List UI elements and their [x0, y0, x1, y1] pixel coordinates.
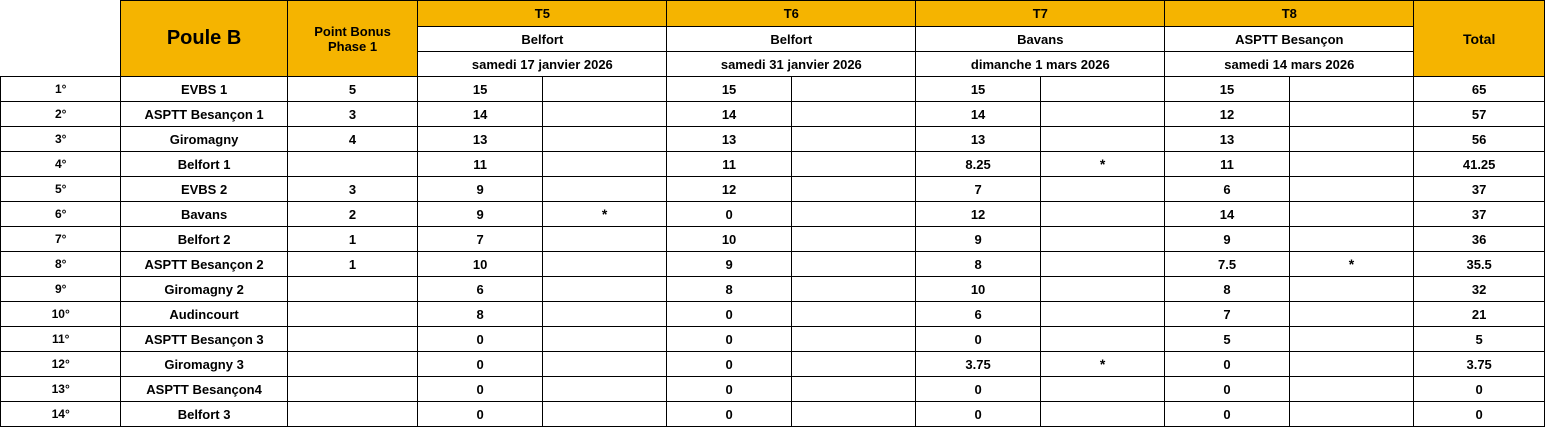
table-row	[1, 102, 1545, 127]
row-rank: 11°	[1, 327, 121, 352]
row-star-t8	[1289, 127, 1414, 152]
row-total: 37	[1414, 202, 1545, 227]
row-team-name: ASPTT Besançon 1	[121, 102, 287, 127]
row-team-name: Giromagny	[121, 127, 287, 152]
tournament-date-t7: dimanche 1 mars 2026	[916, 52, 1165, 77]
tournament-code-t7: T7	[916, 1, 1165, 27]
row-team-name: Belfort 3	[121, 402, 287, 427]
table-row	[1, 302, 1545, 327]
row-star-t7	[1040, 77, 1165, 102]
row-star-t6	[791, 252, 916, 277]
row-star-t6	[791, 227, 916, 252]
row-bonus-points	[287, 277, 418, 302]
tournament-date-t6: samedi 31 janvier 2026	[667, 52, 916, 77]
row-star-t5	[542, 102, 667, 127]
row-rank: 5°	[1, 177, 121, 202]
row-star-t6	[791, 327, 916, 352]
row-bonus-points	[287, 327, 418, 352]
row-rank: 7°	[1, 227, 121, 252]
bonus-header-line1: Point Bonus	[314, 23, 391, 39]
row-total: 5	[1414, 327, 1545, 352]
row-star-t7	[1040, 127, 1165, 152]
row-score-t8: 7.5	[1165, 252, 1289, 277]
row-bonus-points	[287, 352, 418, 377]
row-score-t8: 12	[1165, 102, 1289, 127]
row-score-t7: 8	[916, 252, 1040, 277]
row-score-t8: 15	[1165, 77, 1289, 102]
row-score-t5: 9	[418, 177, 542, 202]
row-score-t5: 6	[418, 277, 542, 302]
row-bonus-points: 3	[287, 177, 418, 202]
row-star-t7	[1040, 302, 1165, 327]
row-star-t8	[1289, 277, 1414, 302]
row-bonus-points	[287, 377, 418, 402]
table-row	[1, 402, 1545, 427]
row-bonus-points: 4	[287, 127, 418, 152]
corner-blank	[1, 1, 121, 77]
row-star-t8	[1289, 77, 1414, 102]
row-star-t8	[1289, 152, 1414, 177]
row-team-name: Belfort 1	[121, 152, 287, 177]
row-star-t5	[542, 177, 667, 202]
row-score-t6: 13	[667, 127, 791, 152]
poule-title: Poule B	[121, 1, 287, 77]
row-rank: 2°	[1, 102, 121, 127]
row-score-t5: 0	[418, 352, 542, 377]
row-score-t5: 10	[418, 252, 542, 277]
row-bonus-points	[287, 152, 418, 177]
row-score-t6: 0	[667, 327, 791, 352]
row-score-t5: 7	[418, 227, 542, 252]
row-star-t8	[1289, 102, 1414, 127]
row-score-t8: 8	[1165, 277, 1289, 302]
table-row	[1, 377, 1545, 402]
row-bonus-points: 5	[287, 77, 418, 102]
row-total: 35.5	[1414, 252, 1545, 277]
row-rank: 4°	[1, 152, 121, 177]
row-rank: 8°	[1, 252, 121, 277]
tournament-place-t6: Belfort	[667, 27, 916, 52]
row-team-name: EVBS 2	[121, 177, 287, 202]
row-bonus-points: 1	[287, 227, 418, 252]
row-star-t5	[542, 152, 667, 177]
row-bonus-points: 1	[287, 252, 418, 277]
row-star-t6	[791, 302, 916, 327]
row-star-t5	[542, 352, 667, 377]
row-total: 56	[1414, 127, 1545, 152]
row-score-t7: 0	[916, 327, 1040, 352]
row-score-t6: 8	[667, 277, 791, 302]
row-score-t8: 0	[1165, 352, 1289, 377]
tournament-place-t5: Belfort	[418, 27, 667, 52]
tournament-code-t6: T6	[667, 1, 916, 27]
row-star-t5	[542, 327, 667, 352]
row-score-t5: 9	[418, 202, 542, 227]
row-score-t7: 0	[916, 402, 1040, 427]
row-score-t6: 0	[667, 377, 791, 402]
tournament-code-t8: T8	[1165, 1, 1414, 27]
row-star-t7	[1040, 177, 1165, 202]
table-row	[1, 277, 1545, 302]
row-team-name: EVBS 1	[121, 77, 287, 102]
row-score-t7: 13	[916, 127, 1040, 152]
table-row	[1, 252, 1545, 277]
row-team-name: ASPTT Besançon 3	[121, 327, 287, 352]
row-team-name: Giromagny 2	[121, 277, 287, 302]
row-star-t7	[1040, 327, 1165, 352]
row-score-t5: 11	[418, 152, 542, 177]
row-score-t8: 7	[1165, 302, 1289, 327]
row-score-t6: 0	[667, 402, 791, 427]
row-total: 32	[1414, 277, 1545, 302]
row-score-t7: 8.25	[916, 152, 1040, 177]
table-row	[1, 127, 1545, 152]
row-star-t7: *	[1040, 152, 1165, 177]
row-star-t7	[1040, 252, 1165, 277]
row-score-t6: 14	[667, 102, 791, 127]
row-total: 36	[1414, 227, 1545, 252]
row-star-t8	[1289, 177, 1414, 202]
row-rank: 6°	[1, 202, 121, 227]
row-star-t6	[791, 277, 916, 302]
row-star-t5: *	[542, 202, 667, 227]
row-star-t8	[1289, 377, 1414, 402]
row-star-t7	[1040, 102, 1165, 127]
row-rank: 9°	[1, 277, 121, 302]
row-bonus-points: 3	[287, 102, 418, 127]
row-total: 65	[1414, 77, 1545, 102]
row-rank: 14°	[1, 402, 121, 427]
row-star-t6	[791, 177, 916, 202]
row-star-t5	[542, 77, 667, 102]
row-score-t7: 0	[916, 377, 1040, 402]
table-row	[1, 352, 1545, 377]
row-score-t7: 3.75	[916, 352, 1040, 377]
row-total: 3.75	[1414, 352, 1545, 377]
row-score-t6: 9	[667, 252, 791, 277]
row-score-t8: 14	[1165, 202, 1289, 227]
row-total: 57	[1414, 102, 1545, 127]
row-star-t8	[1289, 352, 1414, 377]
row-score-t8: 0	[1165, 402, 1289, 427]
row-total: 0	[1414, 402, 1545, 427]
row-star-t5	[542, 377, 667, 402]
row-total: 0	[1414, 377, 1545, 402]
row-score-t5: 8	[418, 302, 542, 327]
row-bonus-points	[287, 402, 418, 427]
row-star-t5	[542, 402, 667, 427]
bonus-header	[287, 1, 418, 77]
row-star-t5	[542, 127, 667, 152]
row-star-t8	[1289, 227, 1414, 252]
row-score-t7: 15	[916, 77, 1040, 102]
row-score-t6: 0	[667, 352, 791, 377]
row-score-t5: 0	[418, 377, 542, 402]
row-score-t6: 12	[667, 177, 791, 202]
row-star-t6	[791, 402, 916, 427]
row-score-t7: 6	[916, 302, 1040, 327]
row-star-t8	[1289, 302, 1414, 327]
tournament-date-t5: samedi 17 janvier 2026	[418, 52, 667, 77]
row-score-t8: 6	[1165, 177, 1289, 202]
row-score-t7: 7	[916, 177, 1040, 202]
row-score-t5: 13	[418, 127, 542, 152]
row-star-t7	[1040, 202, 1165, 227]
table-header	[1, 1, 1545, 77]
row-star-t8	[1289, 402, 1414, 427]
row-rank: 13°	[1, 377, 121, 402]
row-score-t6: 15	[667, 77, 791, 102]
row-star-t6	[791, 352, 916, 377]
row-score-t6: 10	[667, 227, 791, 252]
row-star-t7	[1040, 402, 1165, 427]
row-team-name: Audincourt	[121, 302, 287, 327]
row-star-t6	[791, 77, 916, 102]
row-star-t6	[791, 102, 916, 127]
row-star-t5	[542, 302, 667, 327]
row-score-t8: 13	[1165, 127, 1289, 152]
row-star-t7	[1040, 227, 1165, 252]
row-rank: 3°	[1, 127, 121, 152]
table-row	[1, 152, 1545, 177]
row-team-name: Bavans	[121, 202, 287, 227]
table-row	[1, 77, 1545, 102]
row-rank: 1°	[1, 77, 121, 102]
bonus-header-line2: Phase 1	[327, 38, 378, 54]
tournament-date-t8: samedi 14 mars 2026	[1165, 52, 1414, 77]
total-header: Total	[1414, 1, 1545, 77]
row-score-t5: 14	[418, 102, 542, 127]
table-row	[1, 202, 1545, 227]
row-star-t7	[1040, 277, 1165, 302]
row-team-name: ASPTT Besançon 2	[121, 252, 287, 277]
row-star-t7	[1040, 377, 1165, 402]
row-score-t8: 9	[1165, 227, 1289, 252]
row-star-t5	[542, 252, 667, 277]
row-score-t7: 9	[916, 227, 1040, 252]
row-bonus-points: 2	[287, 202, 418, 227]
row-star-t5	[542, 277, 667, 302]
table-body	[1, 77, 1545, 427]
row-star-t7: *	[1040, 352, 1165, 377]
row-team-name: ASPTT Besançon4	[121, 377, 287, 402]
row-score-t7: 14	[916, 102, 1040, 127]
row-total: 21	[1414, 302, 1545, 327]
row-score-t7: 12	[916, 202, 1040, 227]
row-total: 41.25	[1414, 152, 1545, 177]
row-total: 37	[1414, 177, 1545, 202]
row-score-t8: 11	[1165, 152, 1289, 177]
row-score-t5: 0	[418, 402, 542, 427]
row-score-t8: 5	[1165, 327, 1289, 352]
row-bonus-points	[287, 302, 418, 327]
row-star-t6	[791, 152, 916, 177]
row-star-t8	[1289, 202, 1414, 227]
row-star-t6	[791, 202, 916, 227]
row-star-t6	[791, 127, 916, 152]
row-rank: 12°	[1, 352, 121, 377]
tournament-code-t5: T5	[418, 1, 667, 27]
table-row	[1, 327, 1545, 352]
table-row	[1, 177, 1545, 202]
row-star-t8	[1289, 327, 1414, 352]
row-score-t5: 15	[418, 77, 542, 102]
row-rank: 10°	[1, 302, 121, 327]
row-team-name: Belfort 2	[121, 227, 287, 252]
tournament-place-t7: Bavans	[916, 27, 1165, 52]
row-score-t6: 0	[667, 302, 791, 327]
row-team-name: Giromagny 3	[121, 352, 287, 377]
row-score-t6: 11	[667, 152, 791, 177]
tournament-place-t8: ASPTT Besançon	[1165, 27, 1414, 52]
table-row	[1, 227, 1545, 252]
row-score-t6: 0	[667, 202, 791, 227]
row-star-t8: *	[1289, 252, 1414, 277]
row-score-t5: 0	[418, 327, 542, 352]
row-star-t6	[791, 377, 916, 402]
row-score-t7: 10	[916, 277, 1040, 302]
row-score-t8: 0	[1165, 377, 1289, 402]
row-star-t5	[542, 227, 667, 252]
